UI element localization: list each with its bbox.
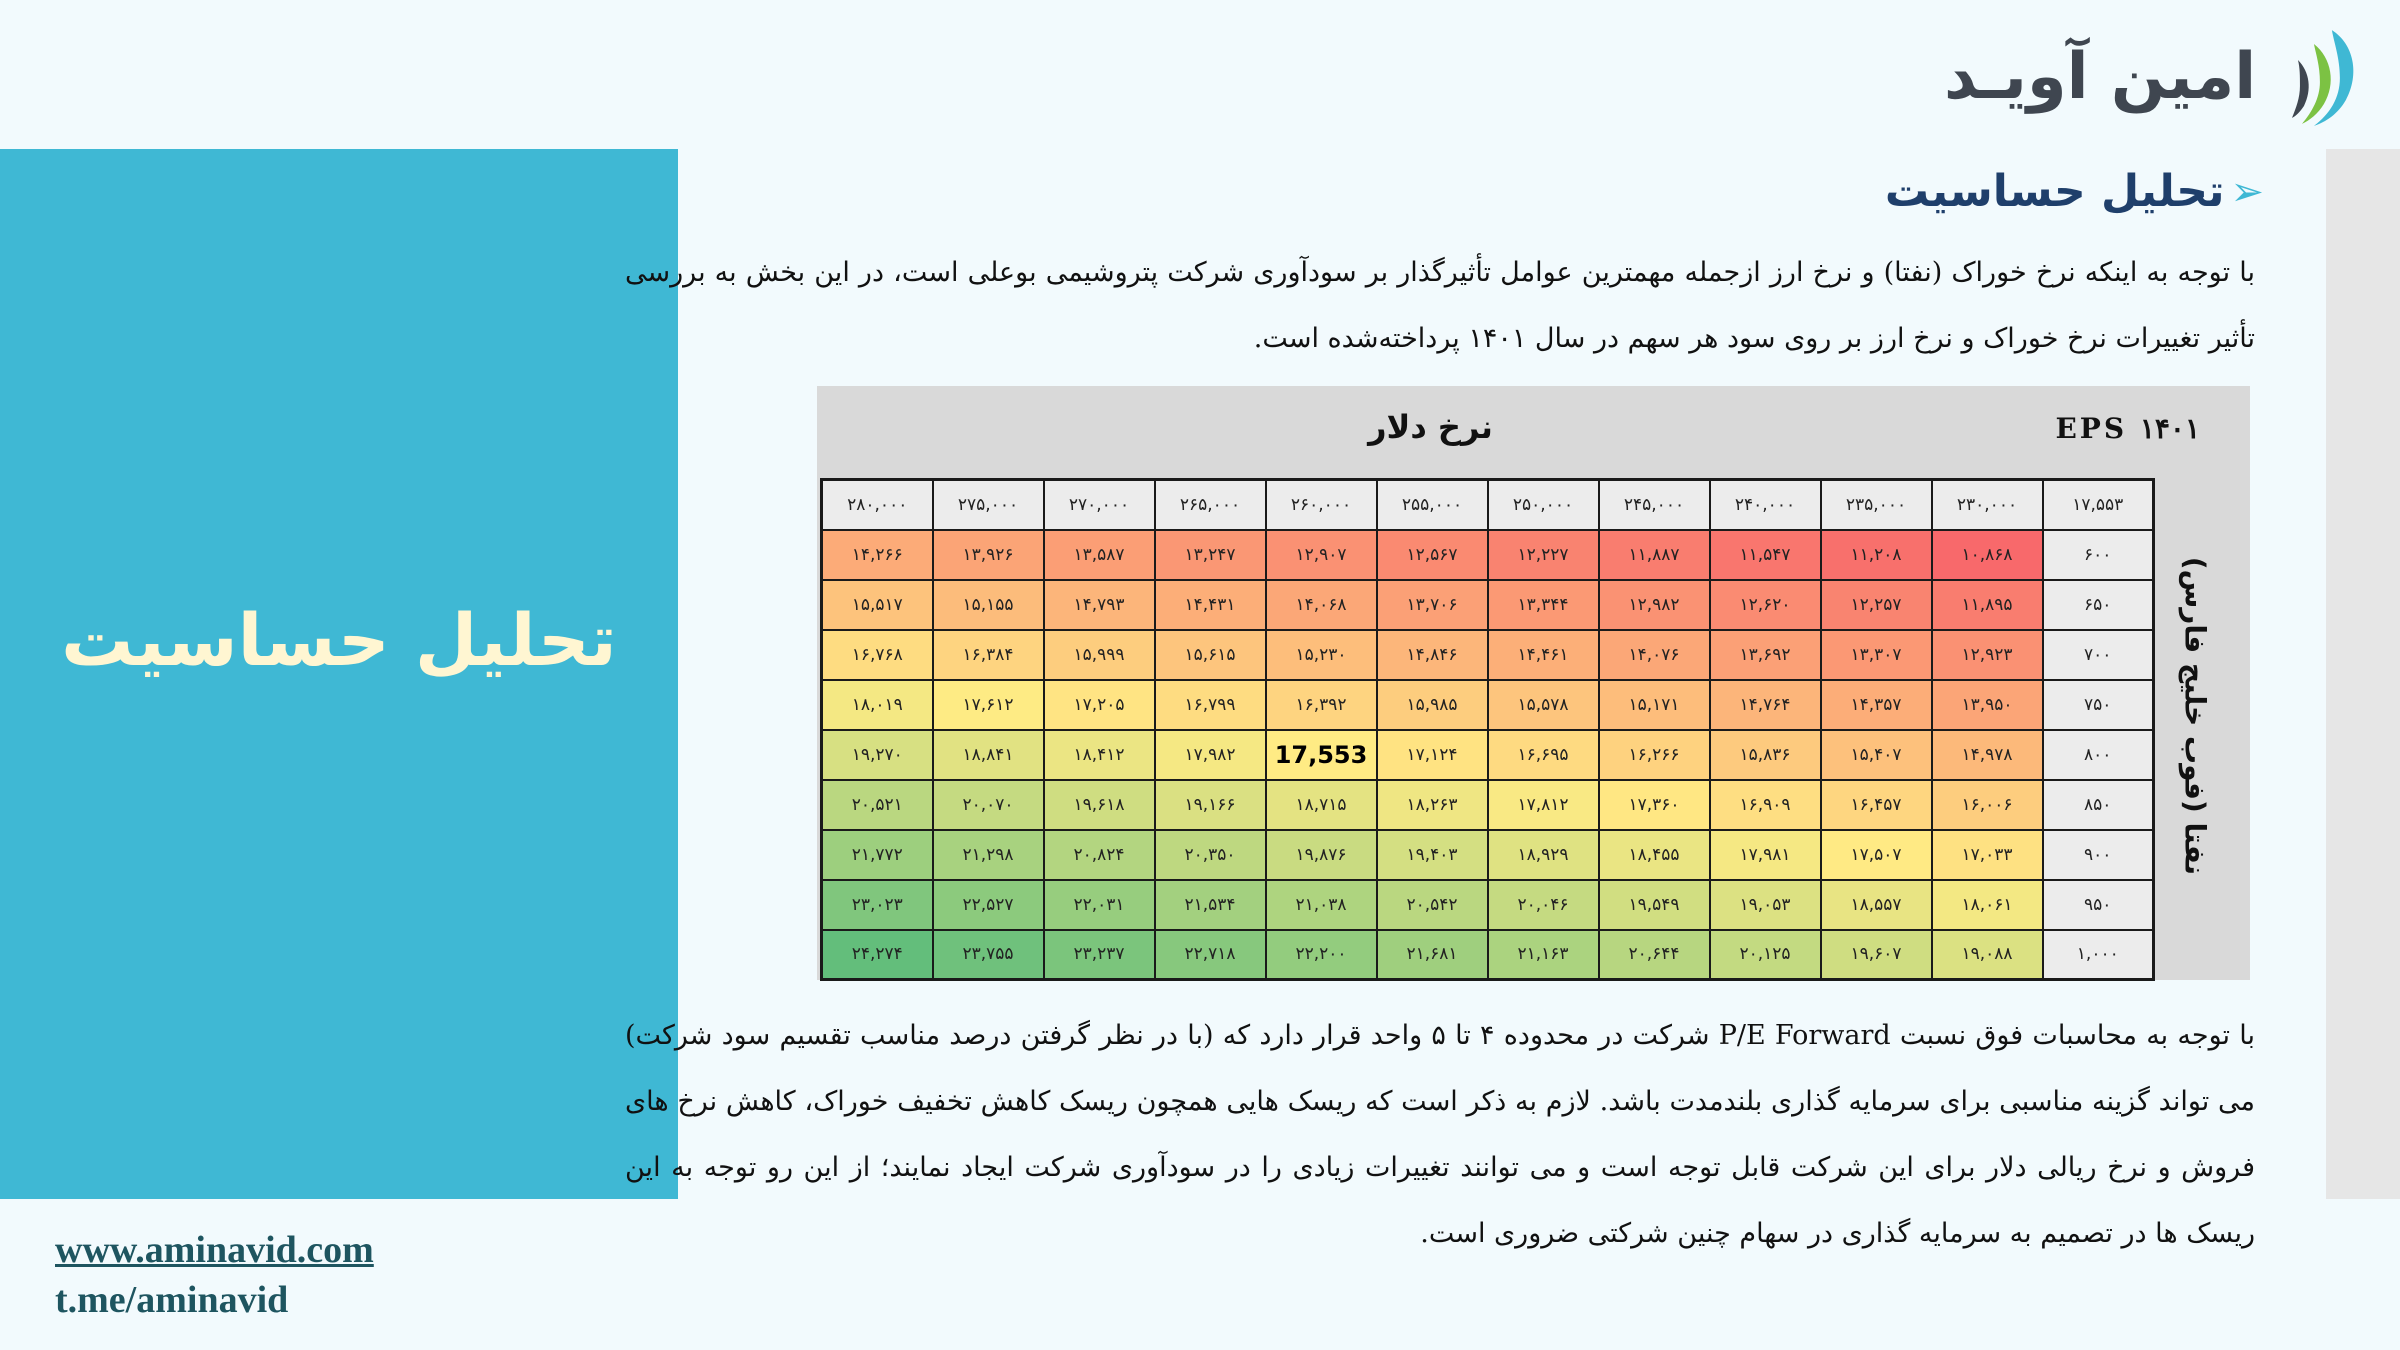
sensitivity-table-box xyxy=(817,386,2250,980)
heatmap-cell: ۱۳,۵۸۷ xyxy=(1044,530,1155,580)
heatmap-cell: ۱۳,۹۲۶ xyxy=(933,530,1044,580)
column-header-cell: ۲۷۰,۰۰۰ xyxy=(1044,480,1155,530)
heatmap-cell: ۱۱,۸۸۷ xyxy=(1599,530,1710,580)
heatmap-cell: ۱۷,۰۳۳ xyxy=(1932,830,2043,880)
heatmap-cell: ۲۲,۷۱۸ xyxy=(1155,930,1266,980)
heatmap-cell: ۱۷,۱۲۴ xyxy=(1377,730,1488,780)
heatmap-cell: ۱۷,۹۸۲ xyxy=(1155,730,1266,780)
heatmap-cell: ۱۳,۷۰۶ xyxy=(1377,580,1488,630)
heatmap-cell: ۱۸,۴۵۵ xyxy=(1599,830,1710,880)
heatmap-cell: ۲۲,۰۳۱ xyxy=(1044,880,1155,930)
heatmap-cell: ۲۱,۶۸۱ xyxy=(1377,930,1488,980)
table-row xyxy=(822,830,2154,880)
heatmap-cell: ۱۹,۶۰۷ xyxy=(1821,930,1932,980)
heatmap-cell: ۱۸,۹۲۹ xyxy=(1488,830,1599,880)
heatmap-cell: ۱۸,۲۶۳ xyxy=(1377,780,1488,830)
heatmap-cell: ۱۴,۲۶۶ xyxy=(822,530,933,580)
table-row xyxy=(822,930,2154,980)
heatmap-cell: ۱۴,۴۶۱ xyxy=(1488,630,1599,680)
heatmap-cell: ۱۶,۰۰۶ xyxy=(1932,780,2043,830)
heatmap-cell: ۲۳,۷۵۵ xyxy=(933,930,1044,980)
row-header-cell: ۷۵۰ xyxy=(2043,680,2154,730)
column-header-cell: ۲۶۰,۰۰۰ xyxy=(1266,480,1377,530)
section-heading-text: تحلیل حساسیت xyxy=(1884,166,2225,217)
table-row xyxy=(822,730,2154,780)
heatmap-cell: ۱۴,۰۷۶ xyxy=(1599,630,1710,680)
heatmap-cell: ۱۹,۵۴۹ xyxy=(1599,880,1710,930)
heatmap-cell: ۱۷,۹۸۱ xyxy=(1710,830,1821,880)
heatmap-cell: ۱۵,۲۳۰ xyxy=(1266,630,1377,680)
heatmap-cell: ۱۶,۹۰۹ xyxy=(1710,780,1821,830)
heatmap-cell: ۱۹,۴۰۳ xyxy=(1377,830,1488,880)
column-header-cell: ۲۳۰,۰۰۰ xyxy=(1932,480,2043,530)
heatmap-cell: ۱۱,۵۴۷ xyxy=(1710,530,1821,580)
heatmap-cell: ۱۷,۸۱۲ xyxy=(1488,780,1599,830)
heatmap-cell: ۲۰,۸۲۴ xyxy=(1044,830,1155,880)
heatmap-cell: ۲۱,۵۳۴ xyxy=(1155,880,1266,930)
row-header-cell: ۷۰۰ xyxy=(2043,630,2154,680)
heatmap-cell: ۱۲,۲۲۷ xyxy=(1488,530,1599,580)
telegram-link[interactable]: t.me/aminavid xyxy=(55,1279,289,1321)
naphtha-axis-label: نفتا (فوب خلیج فارس) xyxy=(2178,556,2212,876)
heatmap-cell: ۱۶,۴۵۷ xyxy=(1821,780,1932,830)
heatmap-cell: ۱۶,۷۹۹ xyxy=(1155,680,1266,730)
heatmap-cell: ۱۸,۷۱۵ xyxy=(1266,780,1377,830)
heatmap-cell: ۱۲,۵۶۷ xyxy=(1377,530,1488,580)
brand-name: امین آویـد xyxy=(1944,40,2257,114)
row-header-cell: ۱,۰۰۰ xyxy=(2043,930,2154,980)
heatmap-cell: ۱۶,۷۶۸ xyxy=(822,630,933,680)
heatmap-cell: ۱۸,۴۱۲ xyxy=(1044,730,1155,780)
heatmap-cell: ۱۲,۹۰۷ xyxy=(1266,530,1377,580)
heatmap-cell: ۱۹,۸۷۶ xyxy=(1266,830,1377,880)
heatmap-cell: ۱۴,۷۶۴ xyxy=(1710,680,1821,730)
heatmap-cell: ۱۳,۳۰۷ xyxy=(1821,630,1932,680)
heatmap-cell: 17,553 xyxy=(1266,730,1377,780)
heatmap-cell: ۱۵,۴۰۷ xyxy=(1821,730,1932,780)
section-heading xyxy=(1885,166,2264,217)
heatmap-cell: ۱۳,۹۵۰ xyxy=(1932,680,2043,730)
arrow-bullet-icon: ➢ xyxy=(2230,168,2264,215)
heatmap-cell: ۱۹,۲۷۰ xyxy=(822,730,933,780)
heatmap-cell: ۱۷,۳۶۰ xyxy=(1599,780,1710,830)
column-header-cell: ۲۶۵,۰۰۰ xyxy=(1155,480,1266,530)
brand-logo xyxy=(1944,22,2364,132)
website-link[interactable]: www.aminavid.com xyxy=(55,1229,374,1271)
heatmap-cell: ۲۰,۵۴۲ xyxy=(1377,880,1488,930)
column-header-cell: ۲۳۵,۰۰۰ xyxy=(1821,480,1932,530)
heatmap-cell: ۱۹,۶۱۸ xyxy=(1044,780,1155,830)
heatmap-cell: ۱۷,۲۰۵ xyxy=(1044,680,1155,730)
heatmap-cell: ۲۲,۵۲۷ xyxy=(933,880,1044,930)
row-header-cell: ۸۵۰ xyxy=(2043,780,2154,830)
heatmap-cell: ۱۹,۱۶۶ xyxy=(1155,780,1266,830)
heatmap-cell: ۱۸,۵۵۷ xyxy=(1821,880,1932,930)
heatmap-cell: ۱۵,۱۵۵ xyxy=(933,580,1044,630)
row-header-cell: ۶۵۰ xyxy=(2043,580,2154,630)
heatmap-cell: ۱۴,۹۷۸ xyxy=(1932,730,2043,780)
heatmap-cell: ۱۵,۵۱۷ xyxy=(822,580,933,630)
heatmap-cell: ۲۱,۱۶۳ xyxy=(1488,930,1599,980)
column-header-cell: ۲۴۰,۰۰۰ xyxy=(1710,480,1821,530)
heatmap-cell: ۱۶,۲۶۶ xyxy=(1599,730,1710,780)
heatmap-cell: ۱۴,۸۴۶ xyxy=(1377,630,1488,680)
column-header-cell: ۲۷۵,۰۰۰ xyxy=(933,480,1044,530)
heatmap-cell: ۱۳,۶۹۲ xyxy=(1710,630,1821,680)
brand-mark-icon xyxy=(2274,22,2364,132)
heatmap-cell: ۱۲,۲۵۷ xyxy=(1821,580,1932,630)
grid-header-row xyxy=(822,480,2154,530)
heatmap-cell: ۱۵,۹۹۹ xyxy=(1044,630,1155,680)
heatmap-cell: ۱۴,۴۳۱ xyxy=(1155,580,1266,630)
heatmap-cell: ۱۴,۰۶۸ xyxy=(1266,580,1377,630)
heatmap-cell: ۱۶,۳۹۲ xyxy=(1266,680,1377,730)
heatmap-cell: ۱۷,۶۱۲ xyxy=(933,680,1044,730)
heatmap-cell: ۱۴,۳۵۷ xyxy=(1821,680,1932,730)
column-header-cell: ۲۵۵,۰۰۰ xyxy=(1377,480,1488,530)
heatmap-cell: ۱۳,۳۴۴ xyxy=(1488,580,1599,630)
row-header-cell: ۹۵۰ xyxy=(2043,880,2154,930)
heatmap-cell: ۲۱,۲۹۸ xyxy=(933,830,1044,880)
heatmap-cell: ۱۷,۵۰۷ xyxy=(1821,830,1932,880)
heatmap-cell: ۲۱,۰۳۸ xyxy=(1266,880,1377,930)
heatmap-cell: ۲۰,۰۴۶ xyxy=(1488,880,1599,930)
heatmap-cell: ۱۵,۱۷۱ xyxy=(1599,680,1710,730)
column-header-cell: ۲۴۵,۰۰۰ xyxy=(1599,480,1710,530)
table-row xyxy=(822,580,2154,630)
grid-corner-cell: ۱۷,۵۵۳ xyxy=(2043,480,2154,530)
heatmap-cell: ۱۹,۰۵۳ xyxy=(1710,880,1821,930)
column-header-cell: ۲۸۰,۰۰۰ xyxy=(822,480,933,530)
heatmap-cell: ۱۵,۶۱۵ xyxy=(1155,630,1266,680)
row-header-cell: ۹۰۰ xyxy=(2043,830,2154,880)
heatmap-cell: ۱۳,۲۴۷ xyxy=(1155,530,1266,580)
heatmap-cell: ۲۱,۷۷۲ xyxy=(822,830,933,880)
table-row xyxy=(822,680,2154,730)
heatmap-cell: ۱۸,۰۱۹ xyxy=(822,680,933,730)
heatmap-cell: ۱۶,۳۸۴ xyxy=(933,630,1044,680)
table-row xyxy=(822,780,2154,830)
heatmap-cell: ۲۳,۰۲۳ xyxy=(822,880,933,930)
intro-paragraph: با توجه به اینکه نرخ خوراک (نفتا) و نرخ ارز ازجمله مهمترین عوامل تأثیرگذار بر سودآوری شرکت پتروشیمی بوعلی است، در این بخش به بررسی تأثیر تغییرات نرخ خوراک و نرخ ارز بر روی سود هر سهم در سال ۱۴۰۱ پرداخته‌شده است. xyxy=(625,257,2255,354)
heatmap-cell: ۱۲,۶۲۰ xyxy=(1710,580,1821,630)
table-row xyxy=(822,530,2154,580)
heatmap-cell: ۱۸,۰۶۱ xyxy=(1932,880,2043,930)
table-row xyxy=(822,880,2154,930)
heatmap-cell: ۱۸,۸۴۱ xyxy=(933,730,1044,780)
right-decorative-strip xyxy=(2326,149,2400,1199)
heatmap-cell: ۱۱,۸۹۵ xyxy=(1932,580,2043,630)
row-header-cell: ۸۰۰ xyxy=(2043,730,2154,780)
heatmap-cell: ۱۰,۸۶۸ xyxy=(1932,530,2043,580)
heatmap-cell: ۲۰,۶۴۴ xyxy=(1599,930,1710,980)
heatmap-cell: ۱۵,۵۷۸ xyxy=(1488,680,1599,730)
heatmap-cell: ۱۵,۸۳۶ xyxy=(1710,730,1821,780)
table-row xyxy=(822,630,2154,680)
heatmap-cell: ۲۰,۳۵۰ xyxy=(1155,830,1266,880)
heatmap-cell: ۱۵,۹۸۵ xyxy=(1377,680,1488,730)
heatmap-cell: ۲۰,۱۲۵ xyxy=(1710,930,1821,980)
conclusion-paragraph: با توجه به محاسبات فوق نسبت P/E Forward شرکت در محدوده ۴ تا ۵ واحد قرار دارد که (با در نظر گرفتن درصد مناسب تقسیم سود شرکت) می تواند گزینه مناسبی برای سرمایه گذاری بلندمدت باشد. لازم به ذکر است که ریسک هایی همچون ریسک کاهش تخفیف خوراک، کاهش نرخ های فروش و نرخ ریالی دلار برای این شرکت قابل توجه است و می توانند تغییرات زیادی را در سودآوری شرکت ایجاد نمایند؛ از این رو توجه به این ریسک ها در تصمیم به سرمایه گذاری در سهام چنین شرکتی ضروری است. xyxy=(625,1020,2255,1249)
heatmap-cell: ۲۳,۲۳۷ xyxy=(1044,930,1155,980)
heatmap-cell: ۱۲,۹۲۳ xyxy=(1932,630,2043,680)
heatmap-cell: ۱۴,۷۹۳ xyxy=(1044,580,1155,630)
dollar-rate-axis-label: نرخ دلار xyxy=(1368,408,1493,446)
footer xyxy=(55,1225,374,1325)
heatmap-cell: ۱۶,۶۹۵ xyxy=(1488,730,1599,780)
heatmap-cell: ۲۰,۵۲۱ xyxy=(822,780,933,830)
row-header-cell: ۶۰۰ xyxy=(2043,530,2154,580)
heatmap-cell: ۱۹,۰۸۸ xyxy=(1932,930,2043,980)
heatmap-cell: ۱۱,۲۰۸ xyxy=(1821,530,1932,580)
sensitivity-grid xyxy=(820,478,2155,981)
heatmap-cell: ۲۰,۰۷۰ xyxy=(933,780,1044,830)
side-panel-title: تحلیل حساسیت xyxy=(61,598,617,682)
heatmap-cell: ۲۴,۲۷۴ xyxy=(822,930,933,980)
column-header-cell: ۲۵۰,۰۰۰ xyxy=(1488,480,1599,530)
eps-label: EPS ۱۴۰۱ xyxy=(2055,412,2200,445)
heatmap-cell: ۲۲,۲۰۰ xyxy=(1266,930,1377,980)
heatmap-cell: ۱۲,۹۸۲ xyxy=(1599,580,1710,630)
